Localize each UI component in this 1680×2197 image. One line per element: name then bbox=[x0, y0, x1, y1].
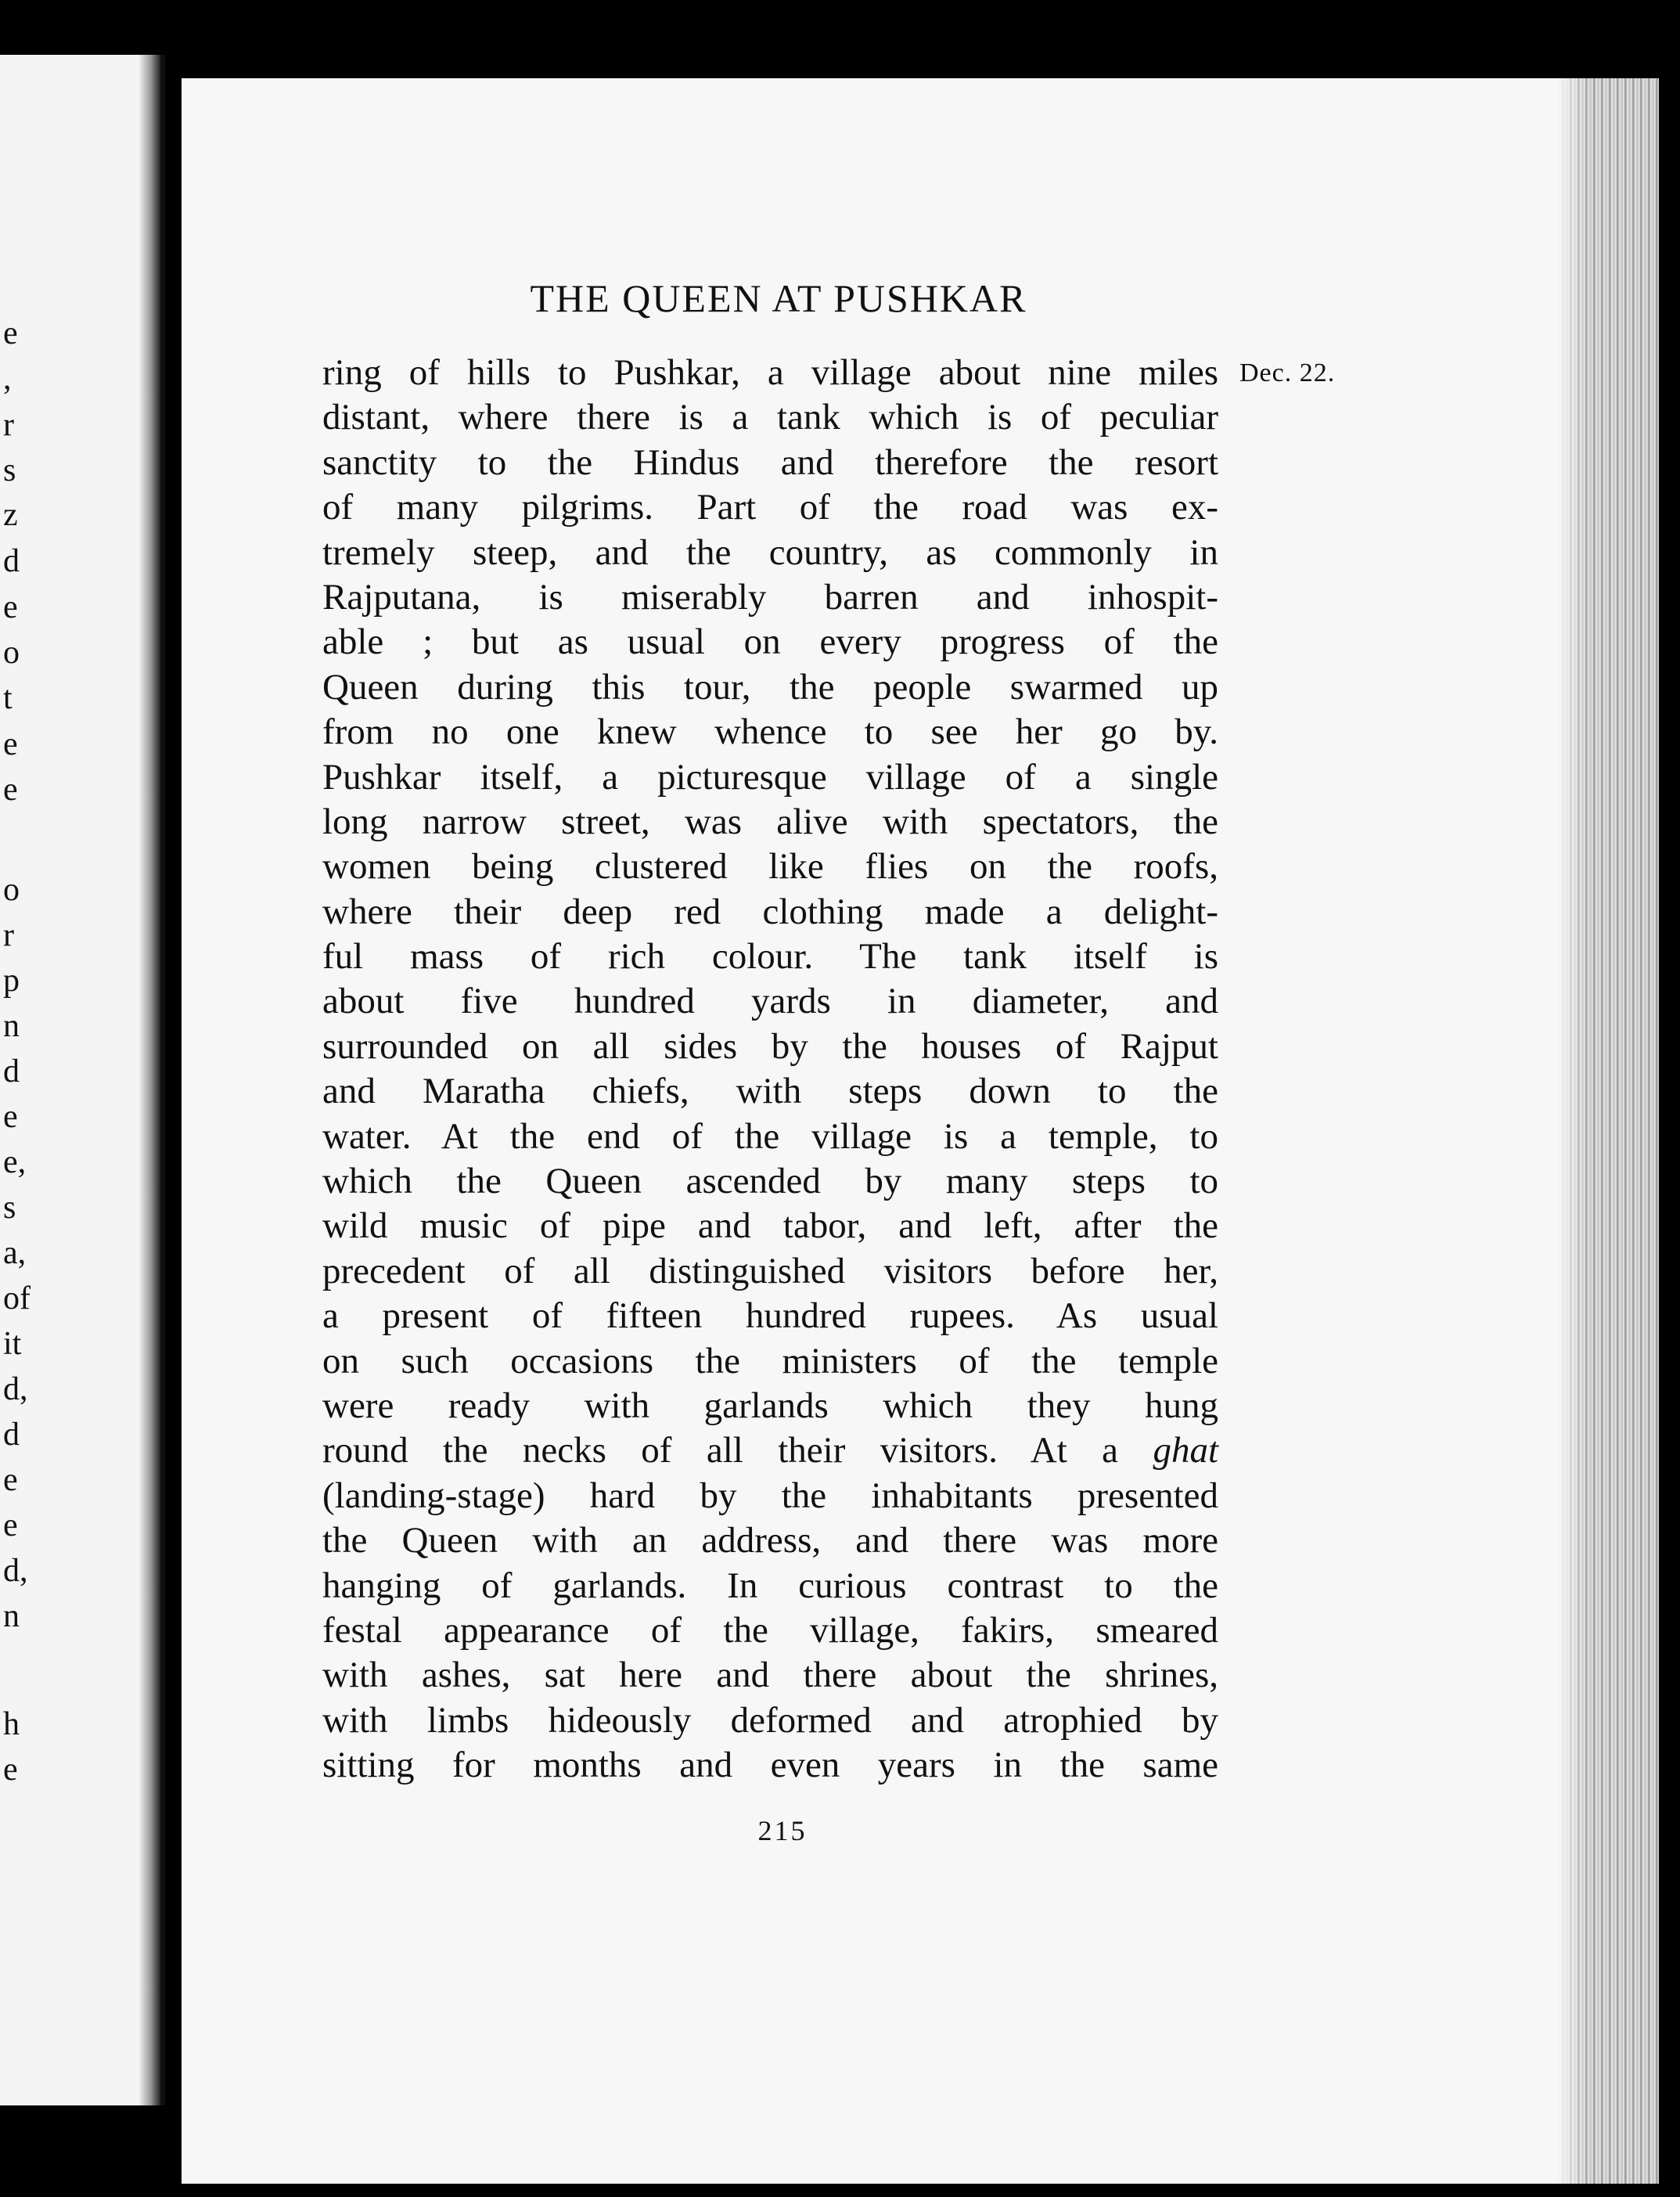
text-line: Rajputana, is miserably barren and inhospit- bbox=[322, 576, 1218, 618]
text-line: (landing-stage) hard by the inhabitants presented bbox=[322, 1475, 1218, 1516]
page-stack-edge bbox=[1557, 78, 1659, 2184]
text-line: surrounded on all sides by the houses of Rajput bbox=[322, 1025, 1218, 1067]
text-line: wild music of pipe and tabor, and left, after the bbox=[322, 1205, 1218, 1247]
previous-page-line-ending: s bbox=[3, 452, 16, 488]
previous-page-line-ending: d bbox=[3, 543, 20, 579]
previous-page-line-ending: d bbox=[3, 1417, 20, 1453]
previous-page-line-ending: n bbox=[3, 1008, 20, 1044]
text-line: women being clustered like flies on the roofs, bbox=[322, 846, 1218, 888]
gutter-shadow bbox=[139, 55, 160, 2105]
previous-page-line-ending: , bbox=[3, 361, 12, 397]
text-line: on such occasions the ministers of the temple bbox=[322, 1340, 1218, 1381]
text-line: ring of hills to Pushkar, a village about nine miles bbox=[322, 352, 1218, 393]
previous-page-line-ending: t bbox=[3, 680, 13, 716]
previous-page-line-ending: d, bbox=[3, 1553, 28, 1589]
previous-page-line-ending: a, bbox=[3, 1235, 27, 1271]
text-line: sitting for months and even years in the same bbox=[322, 1745, 1218, 1786]
text-line: sanctity to the Hindus and therefore the resort bbox=[322, 441, 1218, 483]
text-line: the Queen with an address, and there was more bbox=[322, 1520, 1218, 1561]
text-line: were ready with garlands which they hung bbox=[322, 1385, 1218, 1426]
margin-date-note: Dec. 22. bbox=[1239, 358, 1336, 387]
previous-page-line-ending: e bbox=[3, 1462, 18, 1498]
previous-page-line-ending: o bbox=[3, 635, 20, 671]
running-head: THE QUEEN AT PUSHKAR bbox=[530, 276, 1027, 320]
text-line: ful mass of rich colour. The tank itself is bbox=[322, 936, 1218, 978]
previous-page-line-ending: o bbox=[3, 872, 20, 908]
text-line: Queen during this tour, the people swarmed up bbox=[322, 666, 1218, 708]
previous-page-line-ending: e bbox=[3, 589, 18, 625]
previous-page-line-ending: it bbox=[3, 1326, 22, 1362]
text-line: able ; but as usual on every progress of the bbox=[322, 621, 1218, 663]
text-line: which the Queen ascended by many steps to bbox=[322, 1161, 1218, 1202]
previous-page-line-ending: d bbox=[3, 1053, 20, 1089]
previous-page-line-ending: e bbox=[3, 1752, 18, 1788]
text-line: festal appearance of the village, fakirs, smeared bbox=[322, 1609, 1218, 1651]
previous-page-line-ending: s bbox=[3, 1190, 16, 1226]
text-line: water. At the end of the village is a temple, to bbox=[322, 1115, 1218, 1157]
text-line: where their deep red clothing made a delight- bbox=[322, 891, 1218, 932]
text-line: a present of fifteen hundred rupees. As usual bbox=[322, 1295, 1218, 1337]
previous-page-line-ending: e bbox=[3, 726, 18, 762]
previous-page-line-ending: d, bbox=[3, 1371, 28, 1407]
previous-page-line-ending: e, bbox=[3, 1144, 27, 1180]
text-line: long narrow street, was alive with spectators, the bbox=[322, 801, 1218, 842]
text-line: precedent of all distinguished visitors before her, bbox=[322, 1250, 1218, 1291]
previous-page-line-ending: e bbox=[3, 1507, 18, 1543]
body-text bbox=[322, 351, 1218, 1788]
text-line: hanging of garlands. In curious contrast to the bbox=[322, 1565, 1218, 1606]
text-line: about five hundred yards in diameter, and bbox=[322, 981, 1218, 1022]
previous-page-line-ending: z bbox=[3, 497, 18, 533]
previous-page-line-ending: of bbox=[3, 1280, 31, 1316]
text-line: round the necks of all their visitors. At a ghat bbox=[322, 1430, 1218, 1471]
previous-page-line-ending: r bbox=[3, 917, 14, 953]
page-number: 215 bbox=[757, 1815, 808, 1846]
text-line: tremely steep, and the country, as commonly in bbox=[322, 531, 1218, 573]
previous-page-line-ending: e bbox=[3, 1099, 18, 1135]
text-line: and Maratha chiefs, with steps down to the bbox=[322, 1071, 1218, 1112]
previous-page-line-ending: p bbox=[3, 963, 20, 999]
text-line: with ashes, sat here and there about the shrines, bbox=[322, 1655, 1218, 1696]
text-line: of many pilgrims. Part of the road was ex- bbox=[322, 487, 1218, 528]
previous-page-line-ending: h bbox=[3, 1706, 20, 1742]
previous-page-line-ending: e bbox=[3, 772, 18, 808]
previous-page-line-ending: n bbox=[3, 1598, 20, 1634]
text-line: from no one knew whence to see her go by. bbox=[322, 711, 1218, 753]
previous-page-fragment bbox=[0, 55, 165, 2105]
text-line: Pushkar itself, a picturesque village of a single bbox=[322, 756, 1218, 798]
text-line: with limbs hideously deformed and atrophied by bbox=[322, 1699, 1218, 1741]
text-line: distant, where there is a tank which is of peculiar bbox=[322, 397, 1218, 438]
previous-page-line-endings bbox=[0, 55, 31, 2105]
previous-page-line-ending: e bbox=[3, 315, 18, 351]
previous-page-line-ending: r bbox=[3, 407, 14, 443]
